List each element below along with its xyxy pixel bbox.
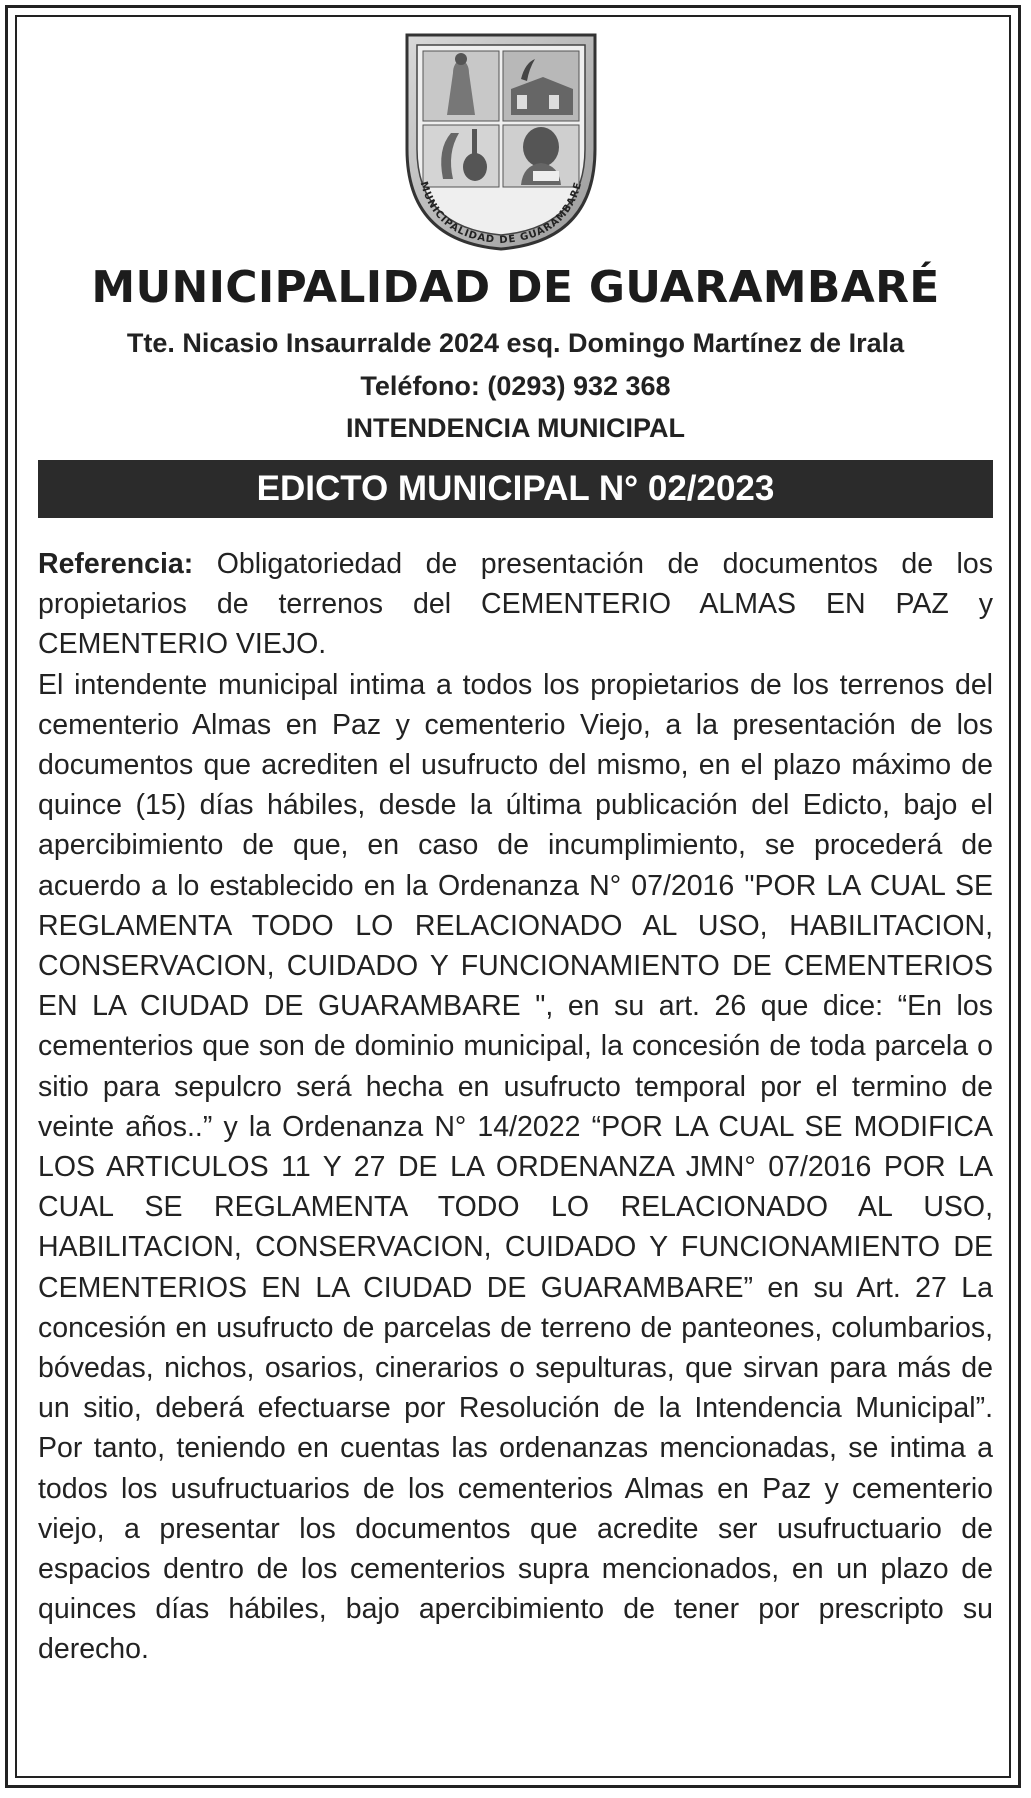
- reference-paragraph: [38, 544, 993, 665]
- phone-line: Teléfono: (0293) 932 368: [360, 371, 671, 401]
- address-line: Tte. Nicasio Insaurralde 2024 esq. Domingo Martínez de Irala: [126, 328, 905, 358]
- edict-body: [38, 544, 993, 1670]
- seal-text: MUNICIPALIDAD DE GUARAMBARE: [417, 180, 585, 247]
- reference-label: Referencia:: [38, 548, 194, 580]
- reference-text: Obligatoriedad de presentación de documentos de los propietarios de terrenos del CEMENTERIO ALMAS EN PAZ y CEMENTERIO VIEJO.: [38, 548, 993, 661]
- edict-title-bar: EDICTO MUNICIPAL N° 02/2023: [38, 460, 993, 518]
- coat-of-arms-icon: [403, 29, 599, 253]
- department-line: INTENDENCIA MUNICIPAL: [346, 413, 685, 443]
- organization-name: MUNICIPALIDAD DE GUARAMBARÉ: [91, 262, 940, 313]
- main-paragraph: El intendente municipal intima a todos los propietarios de los terrenos del cementerio Almas en Paz y cementerio Viejo, a la presentación de los documentos que acrediten el usufructo del mismo, en el plazo máximo de quince (15) días hábiles, desde la última publicación del Edicto, bajo el apercibimiento de que, en caso de incumplimiento, se procederá de acuerdo a lo establecido en la Ordenanza N° 07/2016 "POR LA CUAL SE REGLAMENTA TODO LO RELACIONADO AL USO, HABILITACION, CONSERVACION, CUIDADO Y FUNCIONAMIENTO DE CEMENTERIOS EN LA CIUDAD DE GUARAMBARE ", en su art. 26 que dice: “En los cementerios que son de dominio municipal, la concesión de toda parcela o sitio para sepulcro será hecha en usufructo temporal por el termino de veinte años..” y la Ordenanza N° 14/2022 “POR LA CUAL SE MODIFICA LOS ARTICULOS 11 Y 27 DE LA ORDENANZA JMN° 07/2016 POR LA CUAL SE REGLAMENTA TODO LO RELACIONADO AL USO, HABILITACION, CONSERVACION, CUIDADO Y FUNCIONAMIENTO DE CEMENTERIOS EN LA CIUDAD DE GUARAMBARE” en su Art. 27 La concesión en usufructo de parcelas de terreno de panteones, columbarios, bóvedas, nichos, osarios, cinerarios o sepulturas, que sirvan para más de un sitio, deberá efectuarse por Resolución de la Intendencia Municipal”. Por tanto, teniendo en cuentas las ordenanzas mencionadas, se intima a todos los usufructuarios de los cementerios Almas en Paz y cementerio viejo, a presentar los documentos que acredite ser usufructuario de espacios dentro de los cementerios supra mencionados, en un plazo de quinces días hábiles, bajo apercibimiento de tener por prescripto su derecho.: [38, 668, 993, 1666]
